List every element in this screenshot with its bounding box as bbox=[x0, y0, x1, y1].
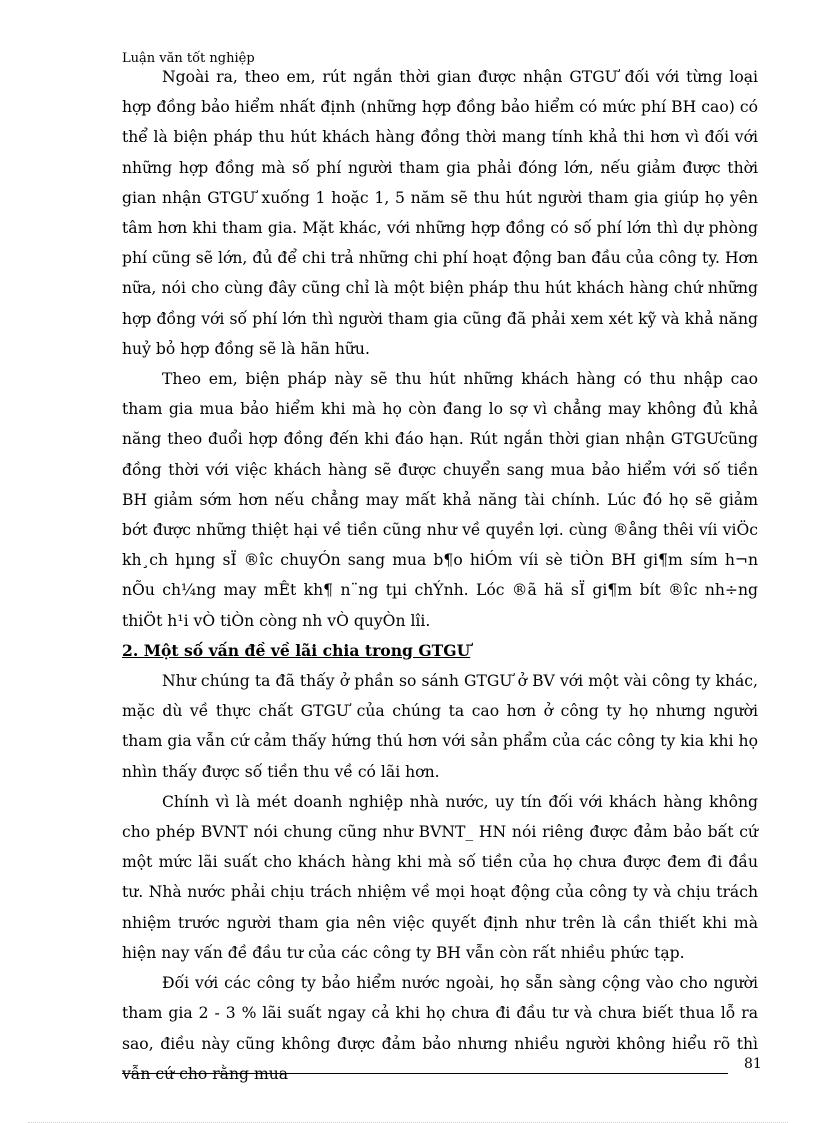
body-paragraph-2: Theo em, biện pháp này sẽ thu hút những khách hàng có thu nhập cao tham gia mua bảo hiểm khi mà họ còn đang lo sợ vì chẳng may không đủ khả năng theo đuổi hợp đồng đến khi đáo hạn. Rút ngắn thời gian nhận GTGƯcũng đồng thời với việc khách hàng sẽ được chuyển sang mua bảo hiểm với số tiền BH giảm sớm hơn nếu chẳng may mất khả năng tài chính. Lúc đó họ sẽ giảm bớt được những thiệt hại về tiền cũng như về quyền lợi. cùng ®ång thêi víi viÖc kh¸ch hµng sÏ ®îc chuyÓn sang mua b¶o hiÓm víi sè tiÒn BH gi¶m sím h¬n nÕu ch¼ng may mÊt kh¶ n¨ng tµi chÝnh. Lóc ®ã hä sÏ gi¶m bít ®îc nh÷ng thiÖt h¹i vÒ tiÒn còng nh vÒ quyÒn lîi. bbox=[122, 370, 758, 630]
section-paragraph-3: Đối với các công ty bảo hiểm nước ngoài, họ sẵn sàng cộng vào cho người tham gia 2 - 3 % lãi suất ngay cả khi họ chưa đi đầu tư và chưa biết thua lỗ ra sao, điều này cũng không được đảm bảo nhưng nhiều người không hiểu rõ thì vẫn cứ cho rằng mua bbox=[122, 974, 758, 1083]
section-paragraph-1: Như chúng ta đã thấy ở phần so sánh GTGƯ ở BV với một vài công ty khác, mặc dù về thực chất GTGƯ của chúng ta cao hơn ở công ty họ nhưng người tham gia vẫn cứ cảm thấy hứng thú hơn với sản phẩm của các công ty kia khi họ nhìn thấy được số tiền thu về có lãi hơn. bbox=[122, 672, 758, 781]
footer-divider bbox=[122, 1073, 728, 1074]
section-heading: 2. Một số vấn đề về lãi chia trong GTGƯ bbox=[122, 640, 471, 660]
page-number: 81 bbox=[744, 1056, 762, 1072]
document-body bbox=[122, 62, 758, 1089]
section-paragraph-2: Chính vì là mét doanh nghiệp nhà nước, uy tín đối với khách hàng không cho phép BVNT nói chung cũng như BVNT_ HN nói riêng được đảm bảo bất cứ một mức lãi suất cho khách hàng khi mà số tiền của họ chưa được đem đi đầu tư. Nhà nước phải chịu trách nhiệm về mọi hoạt động của công ty và chịu trách nhiệm trước người tham gia nên việc quyết định như trên là cần thiết khi mà hiện nay vấn đề đầu tư của các công ty BH vẫn còn rất nhiều phức tạp. bbox=[122, 792, 758, 962]
running-header: Luận văn tốt nghiệp bbox=[122, 51, 255, 66]
body-paragraph-1: Ngoài ra, theo em, rút ngắn thời gian được nhận GTGƯ đối với từng loại hợp đồng bảo hiểm nhất định (những hợp đồng bảo hiểm có mức phí BH cao) có thể là biện pháp thu hút khách hàng đồng thời mang tính khả thi hơn vì đối với những hợp đồng mà số phí người tham gia phải đóng lớn, nếu giảm được thời gian nhận GTGƯ xuống 1 hoặc 1, 5 năm sẽ thu hút người tham gia giúp họ yên tâm hơn khi tham gia. Mặt khác, với những hợp đồng có số phí lớn thì dự phòng phí cũng sẽ lớn, đủ để chi trả những chi phí hoạt động ban đầu của công ty. Hơn nữa, nói cho cùng đây cũng chỉ là một biện pháp thu hút khách hàng chứ những hợp đồng với số phí lớn thì người tham gia cũng đã phải xem xét kỹ và khả năng huỷ bỏ hợp đồng sẽ là hãn hữu. bbox=[122, 68, 758, 358]
